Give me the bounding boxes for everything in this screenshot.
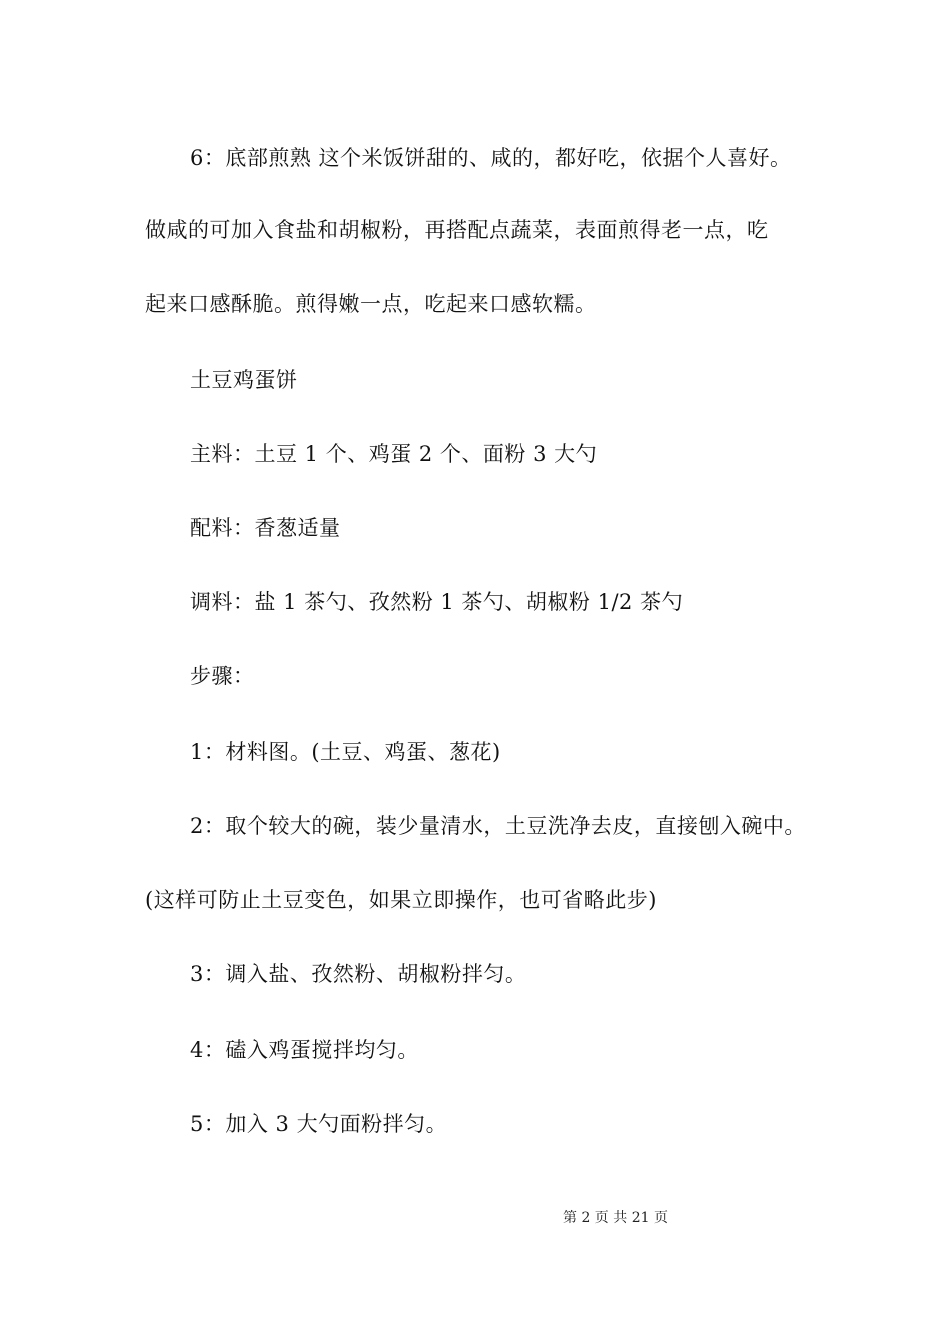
step-5: 5：加入 3 大勺面粉拌匀。 (190, 1112, 448, 1136)
step-1: 1：材料图。(土豆、鸡蛋、葱花) (190, 740, 501, 764)
step-2-line: 2：取个较大的碗，装少量清水，土豆洗净去皮，直接刨入碗中。 (190, 814, 806, 838)
page-number-footer: 第 2 页 共 21 页 (563, 1210, 668, 1226)
step-2-line: (这样可防止土豆变色，如果立即操作，也可省略此步) (145, 888, 657, 912)
recipe-title: 土豆鸡蛋饼 (190, 368, 298, 392)
seasoning: 调料：盐 1 茶勺、孜然粉 1 茶勺、胡椒粉 1/2 茶勺 (190, 590, 684, 614)
main-ingredients: 主料：土豆 1 个、鸡蛋 2 个、面粉 3 大勺 (190, 442, 598, 466)
paragraph-line: 6：底部煎熟 这个米饭饼甜的、咸的，都好吃，依据个人喜好。 (190, 146, 792, 170)
paragraph-line: 做咸的可加入食盐和胡椒粉，再搭配点蔬菜，表面煎得老一点，吃 (145, 218, 769, 242)
side-ingredients: 配料：香葱适量 (190, 516, 341, 540)
paragraph-line: 起来口感酥脆。煎得嫩一点，吃起来口感软糯。 (145, 292, 597, 316)
step-3: 3：调入盐、孜然粉、胡椒粉拌匀。 (190, 962, 527, 986)
step-4: 4：磕入鸡蛋搅拌均匀。 (190, 1038, 419, 1062)
steps-heading: 步骤： (190, 664, 255, 688)
